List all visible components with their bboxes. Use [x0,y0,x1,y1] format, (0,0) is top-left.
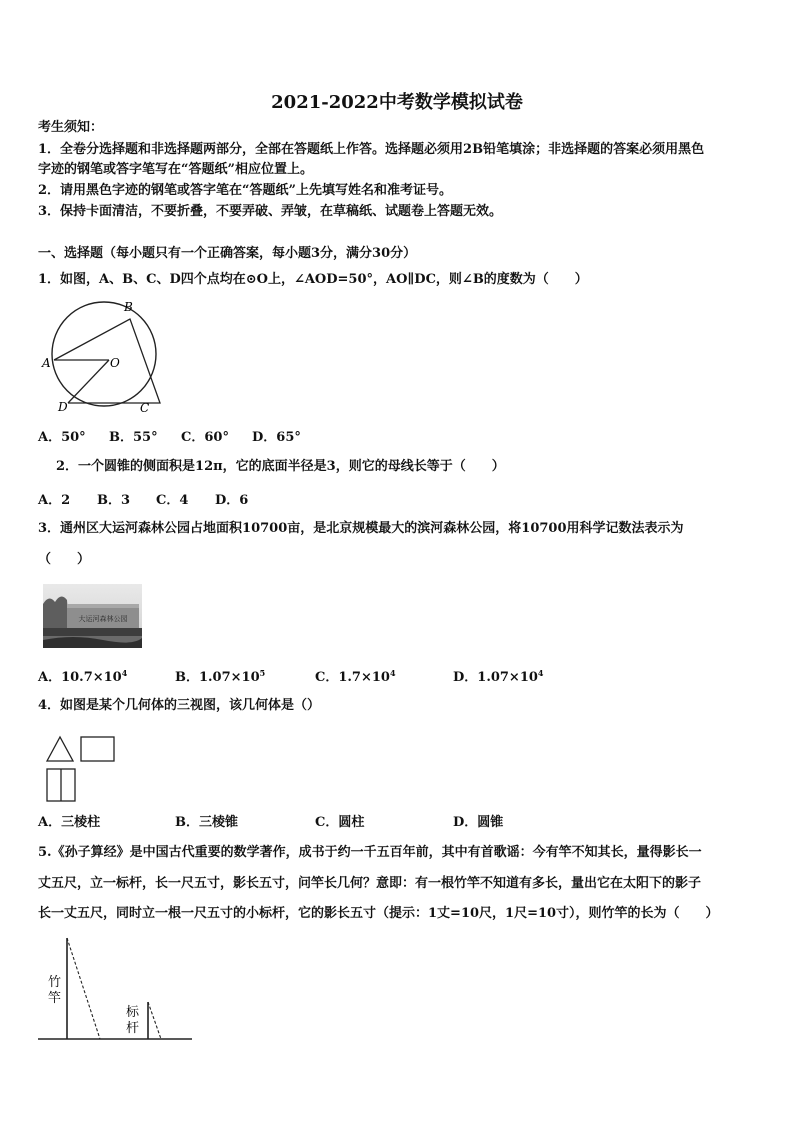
q1-option-a: A．50° [38,430,86,445]
q4-option-c: C．圆柱 [315,815,365,830]
pole-label-2: 竿 [48,991,62,1006]
q2-option-a: A．2 [38,493,71,508]
q4-stem: 4．如图是某个几何体的三视图，该几何体是（） [38,698,321,713]
q3-option-a-exp: 4 [121,668,128,678]
q3-option-c-exp: 4 [389,668,396,678]
q3-option-b-exp: 5 [259,668,266,678]
q1-circle-figure [36,294,166,418]
q5-shadow-figure [36,934,196,1044]
park-sign-text: 大运河森林公园 [78,615,128,623]
label-a: A [42,356,51,370]
q3-option-d [453,666,544,685]
label-d: D [58,400,68,414]
q5-stem-line-1: 5.《孙子算经》是中国古代重要的数学著作，成书于约一千五百年前，其中有首歌谣：今有竿不知其长，量得影长一 [38,845,702,860]
q2-stem: 2．一个圆锥的侧面积是12π，它的底面半径是3，则它的母线长等于（ ） [56,459,505,474]
front-view-triangle [47,737,73,761]
section-heading: 一、选择题（每小题只有一个正确答案，每小题3分，满分30分） [38,246,417,261]
q4-option-b: B．三棱锥 [175,815,238,830]
q3-stem-line-2: （ ） [38,552,91,567]
notice-line-1b: 字迹的钢笔或答字笔写在“答题纸”相应位置上。 [38,162,313,177]
q5-stem-line-2: 丈五尺，立一标杆，长一尺五寸，影长五寸，问竿长几何？意即：有一根竹竿不知道有多长，量出它在太阳下的影子 [38,876,702,891]
q3-option-c-base: C．1.7×10 [315,670,390,685]
page-title: 2021-2022中考数学模拟试卷 [271,92,523,113]
q3-option-a [38,666,127,685]
q4-option-a: A．三棱柱 [38,815,101,830]
q3-option-b-base: B．1.07×10 [175,670,260,685]
notice-line-2: 2．请用黑色字迹的钢笔或答字笔在“答题纸”上先填写姓名和准考证号。 [38,183,453,198]
q3-park-photo [43,584,142,648]
stick-label-2: 杆 [126,1021,140,1036]
quadrilateral-abcd [54,319,160,403]
stick-label-1: 标 [126,1005,140,1020]
q4-option-d: D．圆锥 [453,815,504,830]
q3-option-c [315,666,396,685]
q2-option-b: B．3 [97,493,131,508]
label-o: O [110,356,120,370]
q3-stem-line-1: 3．通州区大运河森林公园占地面积10700亩，是北京规模最大的滨河森林公园，将10700用科学记数法表示为 [38,521,684,536]
q4-three-views-figure [44,733,118,803]
label-b: B [124,300,133,314]
notice-line-3: 3．保持卡面清洁，不要折叠，不要弄破、弄皱，在草稿纸、试题卷上答题无效。 [38,204,503,219]
q3-option-a-base: A．10.7×10 [38,670,122,685]
q2-option-d: D．6 [215,493,249,508]
q1-option-d: D．65° [252,430,301,445]
segment-od [68,360,109,403]
notice-heading: 考生须知： [38,120,104,135]
pole-label-1: 竹 [48,975,62,990]
q3-option-d-exp: 4 [537,668,544,678]
q1-option-b: B．55° [109,430,158,445]
label-c: C [140,401,150,415]
side-view-rectangle [81,737,114,761]
notice-line-1a: 1．全卷分选择题和非选择题两部分，全部在答题纸上作答。选择题必须用2B铅笔填涂；非选择题的答案必须用黑色 [38,142,705,157]
stick-sun-ray [148,1002,161,1039]
circle-o [52,302,156,406]
q5-stem-line-3: 长一丈五尺，同时立一根一尺五寸的小标杆，它的影长五寸（提示：1丈=10尺，1尺=10寸），则竹竿的长为（ ） [38,906,719,921]
q3-option-b [175,666,265,685]
q3-option-d-base: D．1.07×10 [453,670,538,685]
q1-stem: 1．如图，A、B、C、D四个点均在⊙O上，∠AOD=50°，AO∥DC，则∠B的度数为（ ） [38,272,588,287]
q2-option-c: C．4 [156,493,189,508]
pole-sun-ray [67,938,100,1039]
q1-option-c: C．60° [181,430,229,445]
